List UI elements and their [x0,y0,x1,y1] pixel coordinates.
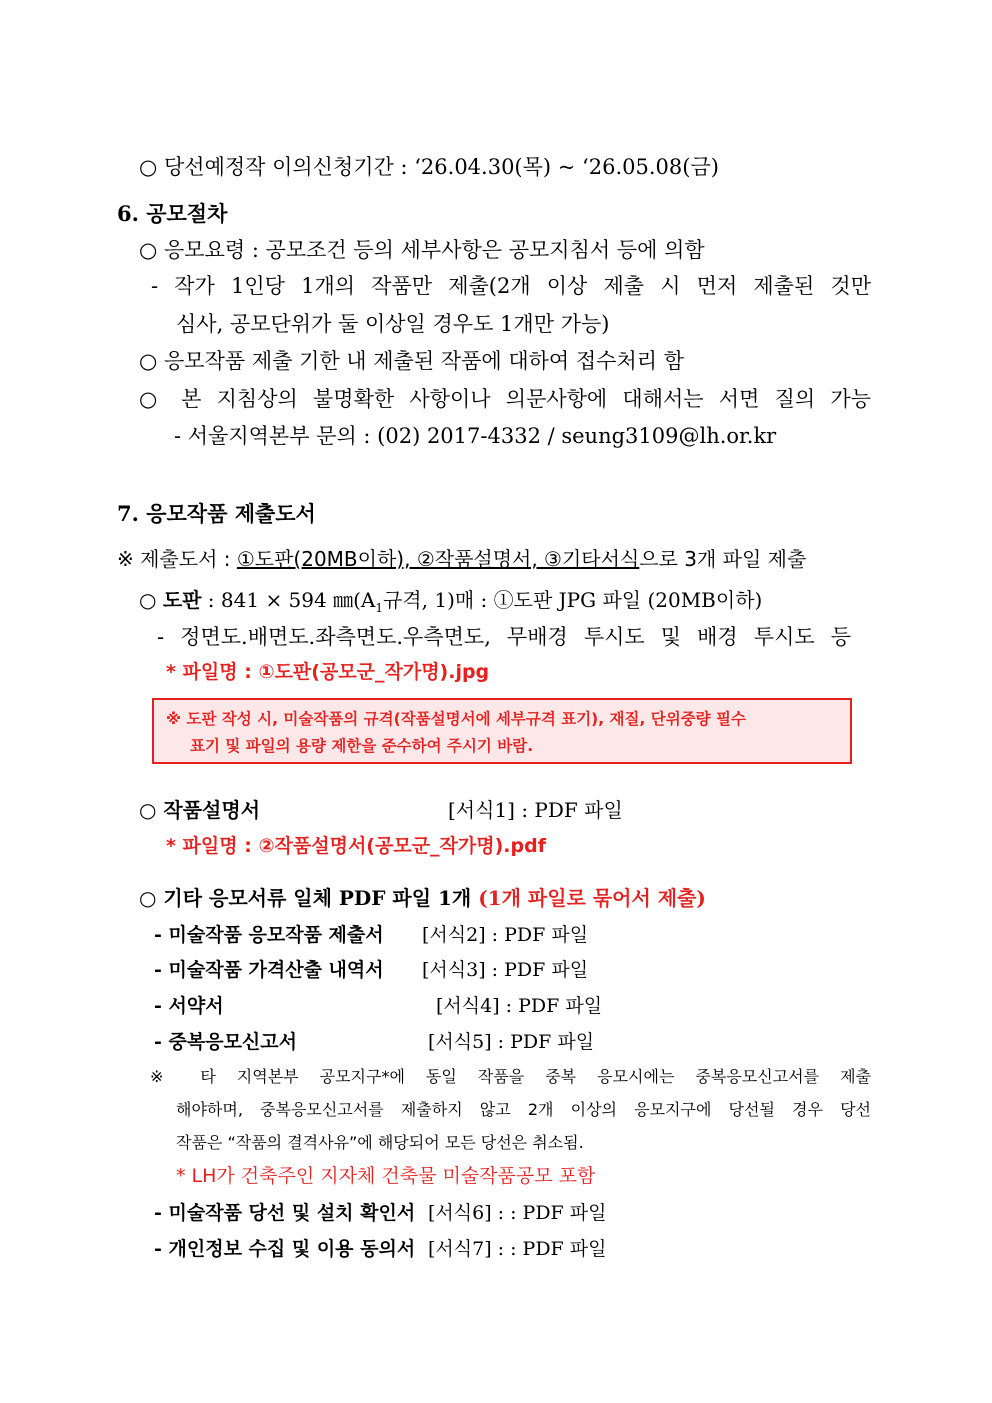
form-5-line: - 중복응모신고서 [서식5] : PDF 파일 [154,1031,595,1053]
form-6-line: - 미술작품 당선 및 설치 확인서 [서식6] : : PDF 파일 [154,1202,607,1224]
panel-spec-line: ○ 도판 : 841 × 594 $㎜(A_1$규격, 1)매 : ①도판 JPG 파일 (20MB이하) [139,588,763,615]
duplicate-note-line-2: 해야하며, 중복응모신고서를 제출하지 않고 2개 이상의 응모지구에 당선될 경우 당선 [176,1100,871,1119]
receipt-rule-line: ○ 응모작품 제출 기한 내 제출된 작품에 대하여 접수처리 함 [139,349,684,373]
other-documents-line: ○ 기타 응모서류 일체 PDF 파일 1개 (1개 파일로 묶어서 제출) [139,886,706,910]
objection-period-line [139,152,719,182]
panel-note-box [152,698,852,764]
panel-views-line: - 정면도.배면도.좌측면도.우측면도, 무배경 투시도 및 배경 투시도 등 [157,625,851,649]
panel-note-line-1: ※ 도판 작성 시, 미술작품의 규격(작품설명서에 세부규격 표기), 재질, 단위중량 필수 [166,710,747,728]
contact-text: - 서울지역본부 문의 : (02) 2017-4332 / seung3109@lh.or.kr [174,424,777,448]
form-3-line: - 미술작품 가격산출 내역서 [서식3] : PDF 파일 [154,959,589,981]
entry-guideline-line: ○ 응모요령 : 공모조건 등의 세부사항은 공모지침서 등에 의함 [139,238,705,262]
objection-period-text: ○ 당선예정작 이의신청기간 : ‘26.04.30(목) ~ ‘26.05.08(금) [139,155,719,179]
one-entry-rule-line: - 작가 1인당 1개의 작품만 제출(2개 이상 제출 시 먼저 제출된 것만 [151,274,871,298]
panel-filename-line: * 파일명 : ①도판(공모군_작가명).jpg [166,661,490,683]
submission-files-underlined: ①도판(20MB이하), ②작품설명서, ③기타서식 [236,547,640,571]
one-entry-rule-continued: 심사, 공모단위가 둘 이상일 경우도 1개만 가능) [176,312,610,336]
panel-note-line-2: 표기 및 파일의 용량 제한을 준수하여 주시기 바람. [190,737,534,755]
lh-note-line: * LH가 건축주인 지자체 건축물 미술작품공모 포함 [176,1165,596,1187]
duplicate-note-line-1: ※ 타 지역본부 공모지구*에 동일 작품을 중복 응모시에는 중복응모신고서를 제출 [150,1067,871,1086]
section-7-heading: 7. 응모작품 제출도서 [117,501,316,526]
other-documents-note: (1개 파일로 묶어서 제출) [478,886,706,910]
form-2-line: - 미술작품 응모작품 제출서 [서식2] : PDF 파일 [154,924,589,946]
description-filename-line: * 파일명 : ②작품설명서(공모군_작가명).pdf [166,835,546,857]
contact-line [174,421,776,451]
inquiry-rule-line: ○ 본 지침상의 불명확한 사항이나 의문사항에 대해서는 서면 질의 가능 [139,387,871,411]
panel-label: 도판 [162,588,202,612]
form-4-line: - 서약서 [서식4] : PDF 파일 [154,995,603,1017]
submission-files-line: ※ 제출도서 : ①도판(20MB이하), ②작품설명서, ③기타서식으로 3개 파일 제출 [117,547,807,571]
form-7-line: - 개인정보 수집 및 이용 동의서 [서식7] : : PDF 파일 [154,1238,607,1260]
section-6-heading: 6. 공모절차 [117,201,228,226]
description-line: ○ 작품설명서 [서식1] : PDF 파일 [139,798,623,822]
duplicate-note-line-3: 작품은 “작품의 결격사유”에 해당되어 모든 당선은 취소됨. [176,1133,584,1152]
